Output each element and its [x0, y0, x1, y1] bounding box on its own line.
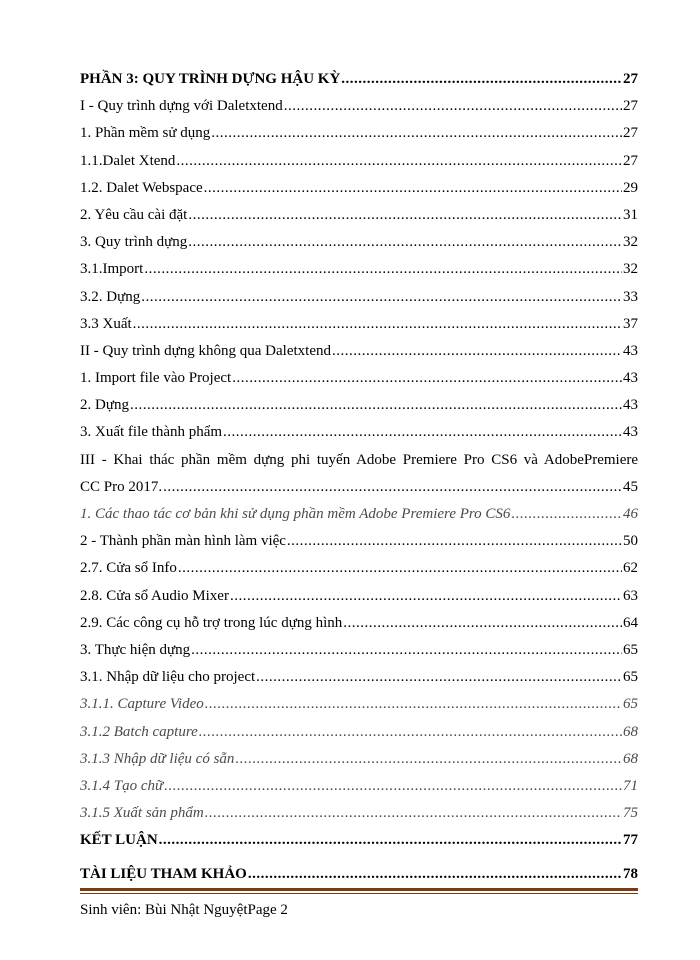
toc-entry-page: 65 [623, 696, 638, 713]
toc-entry-page: 27 [623, 125, 638, 142]
toc-entry-label: TÀI LIỆU THAM KHẢO [80, 866, 247, 883]
toc-entry-label: 3. Xuất file thành phẩm [80, 424, 223, 441]
toc-entry[interactable] [80, 800, 638, 827]
toc-entry[interactable] [80, 827, 638, 854]
toc-entry[interactable] [80, 501, 638, 528]
toc-entry-label: II - Quy trình dựng không qua Daletxtend [80, 342, 331, 359]
toc-entry-label: 1.1.Dalet Xtend [80, 152, 176, 169]
toc-entry-page: 65 [623, 669, 638, 686]
toc-entry-label: I - Quy trình dựng với Daletxtend [80, 98, 283, 115]
toc-entry-label: 1. Import file vào Project [80, 370, 232, 387]
toc-entry-label: 3.1.2 Batch capture [80, 723, 198, 740]
toc-leader [191, 637, 622, 664]
toc-entry-label: 3.3 Xuất [80, 315, 132, 332]
toc-entry-page: 43 [623, 397, 638, 414]
toc-entry[interactable] [80, 256, 638, 283]
toc-leader [287, 528, 622, 555]
footer-divider-thin [80, 893, 638, 894]
toc-entry[interactable] [80, 365, 638, 392]
toc-entry-label: 3.1.4 Tạo chữ [80, 777, 164, 794]
toc-section-2 [80, 501, 638, 894]
toc-leader [144, 256, 622, 283]
toc-leader [232, 365, 622, 392]
toc-entry[interactable] [80, 719, 638, 746]
toc-entry-page: 46 [623, 506, 638, 522]
toc-leader [163, 474, 622, 501]
toc-entry-label: 2. Dựng [80, 397, 129, 414]
toc-leader [204, 175, 622, 202]
toc-entry-page: 43 [623, 424, 638, 441]
toc-entry-label: 3.1.5 Xuất sản phẩm [80, 805, 204, 822]
toc-entry[interactable] [80, 691, 638, 718]
toc-entry[interactable] [80, 175, 638, 202]
toc-entry-page: 50 [623, 533, 638, 550]
toc-entry[interactable] [80, 664, 638, 691]
toc-entry-label: 3.1.3 Nhập dữ liệu có sẵn [80, 750, 235, 767]
toc-entry[interactable] [80, 311, 638, 338]
toc-entry-page: 63 [623, 587, 638, 604]
table-of-contents [80, 66, 638, 894]
toc-entry-page: 32 [623, 261, 638, 278]
toc-leader [230, 583, 622, 610]
toc-entry-page: 37 [623, 315, 638, 332]
toc-entry-label: 3.2. Dựng [80, 288, 141, 305]
toc-entry-page: 27 [623, 98, 638, 115]
toc-leader [130, 392, 622, 419]
toc-entry[interactable] [80, 120, 638, 147]
toc-entry-page: 78 [623, 866, 638, 883]
toc-entry[interactable] [80, 338, 638, 365]
toc-entry[interactable] [80, 528, 638, 555]
toc-entry-label: 1. Phần mềm sử dụng [80, 125, 211, 142]
toc-entry[interactable] [80, 66, 638, 93]
toc-entry[interactable] [80, 284, 638, 311]
toc-leader [188, 229, 622, 256]
toc-entry-page: 33 [623, 288, 638, 305]
toc-entry-label: 2.8. Cửa sổ Audio Mixer [80, 587, 229, 604]
toc-entry-label: KẾT LUẬN [80, 832, 158, 849]
toc-entry-page: 27 [623, 71, 638, 87]
toc-entry-page: 43 [623, 370, 638, 387]
toc-entry-page: 27 [623, 152, 638, 169]
toc-entry-label: 3.1.Import [80, 261, 144, 278]
toc-entry[interactable] [80, 610, 638, 637]
toc-entry-page: 65 [623, 641, 638, 658]
toc-leader [211, 120, 622, 147]
toc-entry-page: 29 [623, 179, 638, 196]
footer-divider-thick [80, 888, 638, 891]
toc-entry-label: 1.2. Dalet Webspace [80, 179, 203, 196]
toc-entry[interactable] [80, 419, 638, 446]
toc-leader [178, 555, 622, 582]
toc-entry-page: 71 [623, 777, 638, 794]
toc-leader [141, 284, 622, 311]
toc-entry[interactable] [80, 202, 638, 229]
toc-entry-page: 68 [623, 750, 638, 767]
toc-leader [199, 719, 622, 746]
toc-entry-label-line2: CC Pro 2017. [80, 478, 163, 495]
toc-entry[interactable] [80, 746, 638, 773]
toc-entry-label: 1. Các thao tác cơ bản khi sử dụng phần mềm Adobe Premiere Pro CS6 [80, 506, 511, 522]
toc-entry[interactable] [80, 555, 638, 582]
toc-entry-label: 3.1. Nhập dữ liệu cho project [80, 669, 256, 686]
toc-entry-page: 31 [623, 206, 638, 223]
toc-leader [284, 93, 622, 120]
toc-leader [332, 338, 622, 365]
page-footer: Sinh viên: Bùi Nhật NguyệtPage 2 [80, 902, 288, 918]
toc-leader [164, 773, 622, 800]
toc-entry-page: 77 [623, 832, 638, 849]
toc-entry-label: 3.1.1. Capture Video [80, 696, 204, 713]
toc-entry-page: 64 [623, 614, 638, 631]
toc-entry-page: 43 [623, 342, 638, 359]
toc-entry[interactable] [80, 93, 638, 120]
toc-leader [511, 501, 622, 528]
toc-leader [235, 746, 622, 773]
toc-entry-label: 2.9. Các công cụ hỗ trợ trong lúc dựng hình [80, 614, 343, 631]
toc-entry[interactable] [80, 148, 638, 175]
toc-entry-label: 2 - Thành phần màn hình làm việc [80, 533, 286, 550]
toc-entry-page: 45 [623, 478, 638, 495]
toc-entry-page: 68 [623, 723, 638, 740]
toc-entry-page: 75 [623, 805, 638, 822]
toc-entry[interactable] [80, 229, 638, 256]
toc-leader [205, 691, 622, 718]
toc-leader [159, 827, 622, 854]
toc-leader [133, 311, 622, 338]
toc-entry-label: 3. Thực hiện dựng [80, 641, 191, 658]
toc-entry-page: 32 [623, 234, 638, 251]
toc-entry-label: 3. Quy trình dựng [80, 234, 188, 251]
toc-leader [343, 610, 622, 637]
toc-entry-multiline[interactable] [80, 447, 638, 501]
toc-leader [176, 148, 622, 175]
toc-entry-label: PHẦN 3: QUY TRÌNH DỰNG HẬU KỲ [80, 71, 341, 87]
toc-leader [205, 800, 622, 827]
toc-entry-label: 2.7. Cửa sổ Info [80, 560, 177, 577]
toc-entry[interactable] [80, 392, 638, 419]
toc-leader [188, 202, 622, 229]
toc-leader [256, 664, 622, 691]
toc-entry[interactable] [80, 637, 638, 664]
toc-section-1 [80, 66, 638, 447]
toc-entry-label-line1: III - Khai thác phần mềm dựng phi tuyến Adobe Premiere Pro CS6 và AdobePremiere [80, 451, 638, 468]
toc-entry-label: 2. Yêu cầu cài đặt [80, 206, 188, 223]
toc-entry-page: 62 [623, 560, 638, 577]
toc-leader [341, 66, 622, 93]
toc-leader [223, 419, 622, 446]
toc-entry[interactable] [80, 773, 638, 800]
toc-entry[interactable] [80, 583, 638, 610]
